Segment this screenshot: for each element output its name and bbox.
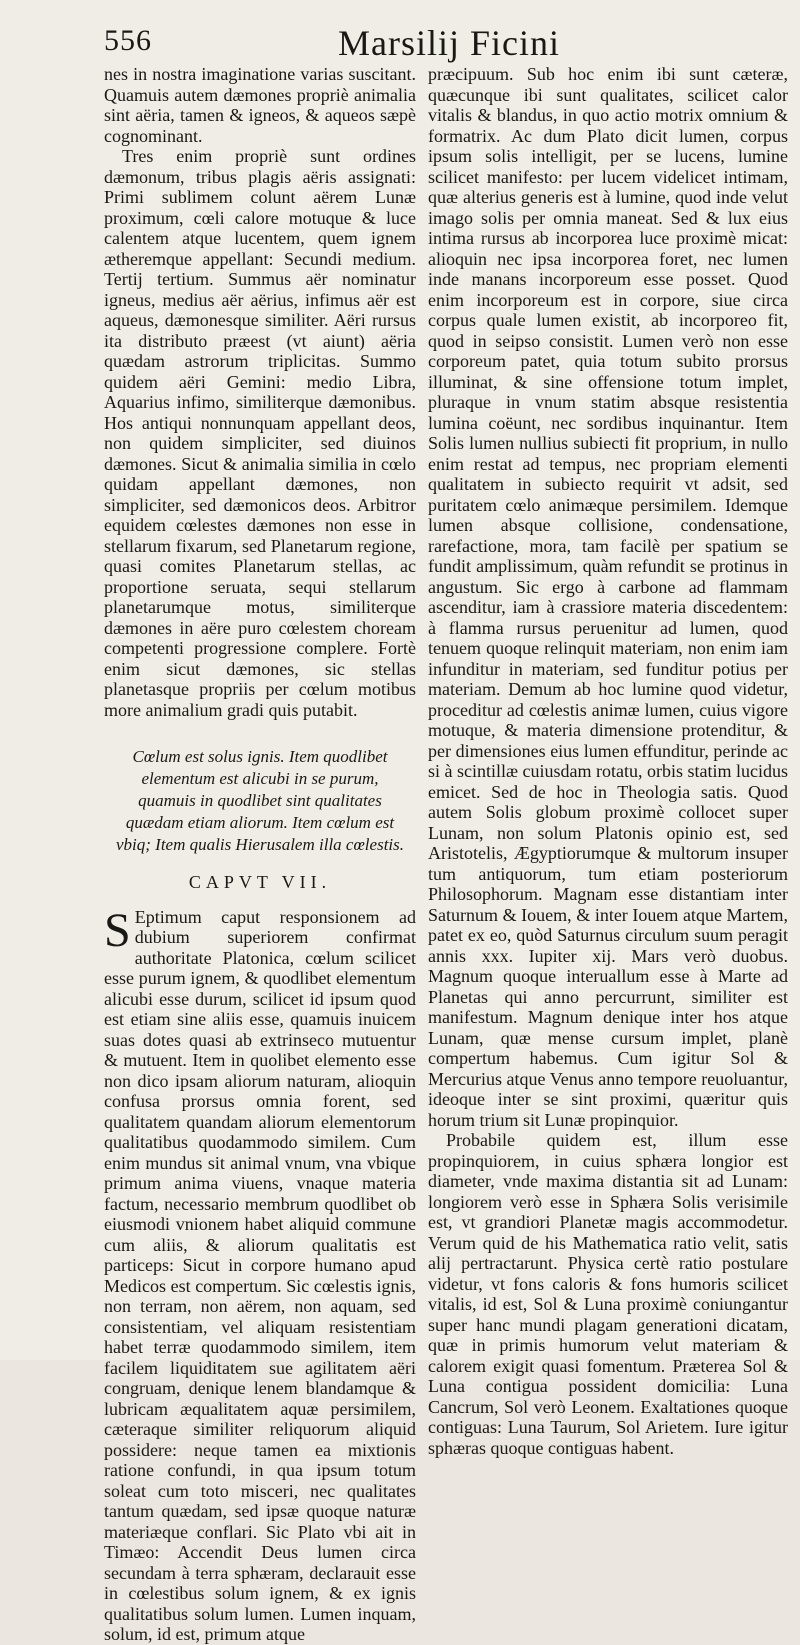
page-header bbox=[96, 22, 774, 66]
left-column bbox=[104, 64, 416, 1645]
chapter-heading: CAPVT VII. bbox=[188, 872, 332, 892]
chapter-argument: Cœlum est solus ignis. Item quodlibet elementum est alicubi in se purum, quamuis in quodlibet sint qualitates quædam etiam aliorum. Item cœlum est vbiq; Item qualis Hierusalem illa cœlestis. bbox=[115, 747, 405, 854]
running-title: Marsilij Ficini bbox=[338, 23, 560, 63]
paragraph: Tres enim propriè sunt ordines dæmonum, tribus plagis aëris assignati: Primi sublimem colunt aërem Lunæ proximum, cœli calore motuque & luce calentem atque lucentem, quem ignem ætheremque appellant: Secundi medium. Tertij tertium. Summus aër nominatur igneus, medius aër aërius, infimus aër est aqueus, dæmonesque similiter. Aëri rursus ita distributo præest (vt aiunt) aëria quædam astrorum triplicitas. Summo quidem aëri Gemini: medio Libra, Aquarius infimo, similiterque dæmonibus. Hos antiqui nonnunquam appellant deos, non quidem simpliciter, sed diuinos dæmones. Sicut & animalia similia in cœlo quidam appellant dæmones, non simpliciter, sed dæmonicos deos. Arbitror equidem cœlestes dæmones non esse in stellarum fixarum, sed Planetarum regione, quasi comites Planetarum stellas, ac proportione seruata, sequi stellarum planetarumque motus, similiterque dæmones in aëre puro cœlestem choream competenti progressione complere. Fortè enim sicut dæmones, sic stellas planetasque propriis per cœlum motibus more animalium gradi quis putabit. bbox=[104, 146, 416, 720]
chapter-first-paragraph bbox=[104, 903, 416, 1645]
page-number: 556 bbox=[104, 24, 152, 57]
drop-cap-initial: S bbox=[104, 903, 131, 957]
paragraph: nes in nostra imaginatione varias suscitant. Quamuis autem dæmones propriè animalia sint aëria, tamen & igneos, & aqueos sæpè cognominant. bbox=[104, 64, 416, 146]
paragraph: Probabile quidem est, illum esse propinquiorem, in cuius sphæra longior est diameter, vnde maxima distantia sit ad Lunam: longiorem verò esse in Sphæra Solis verisimile est, vt grandiori Planetæ magis accommodetur. Verum quid de his Mathematica ratio velit, satis alij pertractarunt. Physica certè ratio postulare videtur, vt fons caloris & fons humoris scilicet vitalis, id est, Sol & Luna proximè coniungantur super hanc mundi plagam generationi dicatam, quæ in primis humorum velut materiam & calorem exigit quasi fomentum. Præterea Sol & Luna contigua possident domicilia: Luna Cancrum, Sol verò Leonem. Exaltationes quoque contiguas: Luna Taurum, Sol Arietem. Iure igitur sphæras quoque contiguas habent. bbox=[428, 1130, 788, 1458]
paragraph: præcipuum. Sub hoc enim ibi sunt cæteræ, quæcunque ibi sunt qualitates, scilicet calor vitalis & blandus, in quo actio motrix omnium & formatrix. Ac dum Plato dicit lumen, corpus ipsum solis intelligit, per se lucens, lumine scilicet manifesto: per lucem videlicet intimam, quæ alterius generis est à lumine, quod inde velut imago solis per omnia maneat. Sed & lux eius intima rursus ab incorporea luce proximè micat: alioquin nec ipsa incorporea foret, nec lumen inde manans incorporeum esse posset. Quod enim incorporeum est in corpore, siue circa corpus quale lumen existit, ab incorporeo fit, quod in seipso consistit. Lumen verò non esse corporeum patet, quia totum subito prorsus illuminat, & sine offensione totum implet, pluraque in vnum statim absque resistentia lumina coëunt, nec sordibus inquinantur. Item Solis lumen nullius subiecti fit proprium, in nullo enim restat ad tempus, nec propriam elementi qualitatem in subiecto requirit vt adsit, sed puritatem cœlo animæque persimilem. Idemque lumen absque collisione, condensatione, rarefactione, mora, tam facilè per spatium se fundit amplissimum, quàm refundit se protinus in angustum. Sic ergo à carbone ad flammam ascenditur, iam à crassiore materia discedentem: à flamma rursus peruenitur ad lumen, quod tenuem quoque relinquit materiam, non enim iam infunditur in materiam, sed funditur potius per materiam. Demum ab hoc lumine quod videtur, proceditur ad cœlestis animæ lumen, cuius vigore motuque, & materia dimensione protenditur, & per dimensiones eius lumen effunditur, perinde ac si à scintillæ cuiusdam rotatu, orbis statim lucidus emicet. Sed de hoc in Theologia satis. Quod autem Solis globum proximè collocet super Lunam, non solum Platonis opinio est, sed Aristotelis, Ægyptiorumque & multorum insuper tum antiquorum, tum etiam posteriorum Philosophorum. Magnam esse distantiam inter Saturnum & Iouem, & inter Iouem atque Martem, patet ex eo, quòd Saturnus circulum suum peragit annis xxx. Iupiter xij. Mars verò duobus. Magnum quoque interuallum esse à Marte ad Planetas qui anno percurrunt, similiter est manifestum. Magnum denique inter hos atque Lunam, quæ mense cursum implet, planè compertum habemus. Cum igitur Sol & Mercurius atque Venus anno tempore reuoluantur, ideoque inter se sint proximi, quæritur quis horum trium sit Lunæ propinquior. bbox=[428, 64, 788, 1130]
right-column bbox=[428, 64, 788, 1458]
chapter-text: Eptimum caput responsionem ad dubium superiorem confirmat authoritate Platonica, cœlum scilicet esse purum ignem, & quodlibet elementum alicubi esse durum, scilicet id ipsum quod est etiam sine aliis esse, quamuis inuicem suas dotes quasi ab extrinseco mutuentur & mutuent. Item in quolibet elemento esse non dico ipsam aliorum naturam, alioquin confusa prorsus omnia forent, sed qualitatem quandam aliorum elementorum qualitatibus quodammodo similem. Cum enim mundus sit animal vnum, vna vbique primum anima viuens, vnaque materia factum, necessario membrum quodlibet ob eiusmodi vnionem habet aliquid commune cum aliis, & aliorum qualitatis est particeps: Sicut in corpore humano apud Medicos est compertum. Sic cœlestis ignis, non terram, non aërem, non aquam, sed consistentiam, vel aliquam resistentiam habet terræ quodammodo similem, item facilem liquiditatem sue agilitatem aëri congruam, denique lenem blandamque & lubricam æqualitatem aquæ persimilem, cæteraque similiter reliquorum aliquid possidere: neque tamen ea mixtionis ratione confundi, in qua ipsum totum soleat cum toto misceri, nec qualitates tantum quædam, sed ipsæ quoque naturæ materiæque conflari. Sic Plato vbi ait in Timæo: Accendit Deus lumen circa secundam à terra sphæram, declarauit esse in cœlestibus solum ignem, & ex ignis qualitatibus solum lumen. Lumen inquam, solum, id est, primum atque bbox=[104, 906, 416, 1644]
